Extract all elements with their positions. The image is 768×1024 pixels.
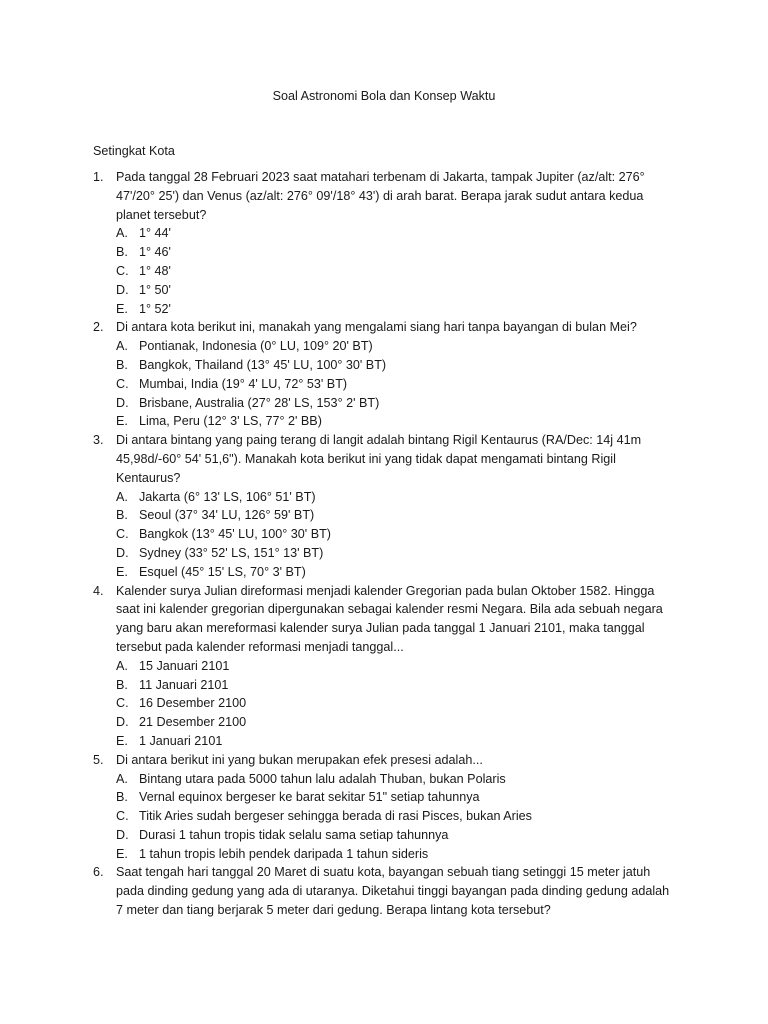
option-item [116,506,673,525]
option-text: 1 Januari 2101 [139,733,223,748]
option-letter: D. [116,715,129,730]
question-item [93,751,673,864]
option-item [116,788,673,807]
option-item [116,770,673,789]
option-list [116,224,673,318]
option-text: Lima, Peru (12° 3' LS, 77° 2' BB) [139,414,322,429]
question-item [93,318,673,431]
option-letter: E. [116,846,128,861]
option-text: Seoul (37° 34' LU, 126° 59' BT) [139,508,315,523]
option-item [116,337,673,356]
question-item [93,582,673,751]
option-item [116,544,673,563]
option-text: Sydney (33° 52' LS, 151° 13' BT) [139,545,324,560]
option-letter: B. [116,245,128,260]
option-letter: C. [116,263,129,278]
option-list [116,657,673,751]
option-item [116,356,673,375]
option-text: Jakarta (6° 13' LS, 106° 51' BT) [139,489,316,504]
option-text: 1° 44' [139,226,171,241]
option-list [116,488,673,582]
option-item [116,525,673,544]
question-text: Saat tengah hari tanggal 20 Maret di suatu kota, bayangan sebuah tiang setinggi 15 meter jatuh pada dinding gedung yang ada di utaranya. Diketahui tinggi bayangan pada dinding gedung adalah 7 meter dan tiang berjarak 5 meter dari gedung. Berapa lintang kota tersebut? [116,865,670,918]
option-letter: E. [116,301,128,316]
option-list [116,337,673,431]
option-item [116,694,673,713]
option-text: 1° 46' [139,245,171,260]
option-letter: D. [116,827,129,842]
option-text: Mumbai, India (19° 4' LU, 72° 53' BT) [139,376,348,391]
option-letter: E. [116,733,128,748]
option-item [116,412,673,431]
option-letter: A. [116,771,128,786]
option-item [116,281,673,300]
option-item [116,713,673,732]
document-title: Soal Astronomi Bola dan Konsep Waktu [272,89,496,103]
option-item [116,262,673,281]
option-item [116,845,673,864]
option-text: Esquel (45° 15' LS, 70° 3' BT) [139,564,306,579]
option-text: 1° 52' [139,301,171,316]
option-letter: A. [116,658,128,673]
option-item [116,826,673,845]
option-item [116,807,673,826]
option-item [116,657,673,676]
question-number: 1. [93,170,104,184]
question-text: Di antara berikut ini yang bukan merupakan efek presesi adalah... [116,752,483,767]
option-letter: C. [116,376,129,391]
option-text: 1° 48' [139,263,171,278]
option-letter: B. [116,508,128,523]
option-text: 21 Desember 2100 [139,715,247,730]
section-heading: Setingkat Kota [93,144,175,158]
option-text: 1 tahun tropis lebih pendek daripada 1 tahun sideris [139,846,429,861]
option-letter: B. [116,677,128,692]
question-text: Di antara bintang yang paing terang di langit adalah bintang Rigil Kentaurus (RA/Dec: 14j 41m 45,98d/-60° 54' 51,6"). Manakah kota berikut ini yang tidak dapat mengamati bintang Rigil Kentaurus? [116,433,642,485]
question-item [93,168,673,318]
option-letter: E. [116,564,128,579]
question-item [93,431,673,581]
option-text: Brisbane, Australia (27° 28' LS, 153° 2' BT) [139,395,380,410]
option-text: Vernal equinox bergeser ke barat sekitar 51" setiap tahunnya [139,790,480,805]
option-text: 16 Desember 2100 [139,696,247,711]
option-letter: A. [116,489,128,504]
question-list [93,168,673,920]
option-letter: C. [116,527,129,542]
option-letter: A. [116,226,128,241]
question-number: 3. [93,433,104,448]
option-letter: B. [116,790,128,805]
question-number: 4. [93,583,104,598]
option-item [116,394,673,413]
option-letter: D. [116,545,129,560]
option-item [116,732,673,751]
option-text: 11 Januari 2101 [139,677,229,692]
option-text: Titik Aries sudah bergeser sehingga berada di rasi Pisces, bukan Aries [139,809,532,824]
option-text: 1° 50' [139,282,171,297]
option-letter: B. [116,357,128,372]
question-text: Kalender surya Julian direformasi menjadi kalender Gregorian pada bulan Oktober 1582. Hingga saat ini kalender gregorian dipergunakan sebagai kalender resmi Negara. Bila ada sebuah negara yang baru akan mereformasi kalender surya Julian pada tanggal 1 Januari 2101, maka tanggal tersebut pada kalender reformasi menjadi tanggal... [116,583,663,654]
option-text: Pontianak, Indonesia (0° LU, 109° 20' BT) [139,339,373,354]
option-item [116,676,673,695]
option-text: Bangkok (13° 45' LU, 100° 30' BT) [139,527,331,542]
option-item [116,488,673,507]
option-letter: D. [116,395,129,410]
option-text: Durasi 1 tahun tropis tidak selalu sama setiap tahunnya [139,827,449,842]
option-item [116,375,673,394]
question-item [93,863,673,919]
question-number: 6. [93,865,104,880]
option-letter: C. [116,809,129,824]
option-letter: A. [116,339,128,354]
option-text: Bangkok, Thailand (13° 45' LU, 100° 30' BT) [139,357,387,372]
question-number: 2. [93,320,104,335]
option-letter: C. [116,696,129,711]
option-letter: D. [116,282,129,297]
option-item [116,224,673,243]
question-number: 5. [93,752,104,767]
option-item [116,300,673,319]
question-text: Pada tanggal 28 Februari 2023 saat matahari terbenam di Jakarta, tampak Jupiter (az/alt: 276° 47'/20° 25') dan Venus (az/alt: 276° 09'/18° 43') di arah barat. Berapa jarak sudut antara kedua planet tersebut? [116,170,645,222]
option-list [116,770,673,864]
option-text: Bintang utara pada 5000 tahun lalu adalah Thuban, bukan Polaris [139,771,506,786]
option-text: 15 Januari 2101 [139,658,230,673]
question-text: Di antara kota berikut ini, manakah yang mengalami siang hari tanpa bayangan di bulan Mei? [116,320,637,335]
option-item [116,243,673,262]
option-letter: E. [116,414,128,429]
option-item [116,563,673,582]
